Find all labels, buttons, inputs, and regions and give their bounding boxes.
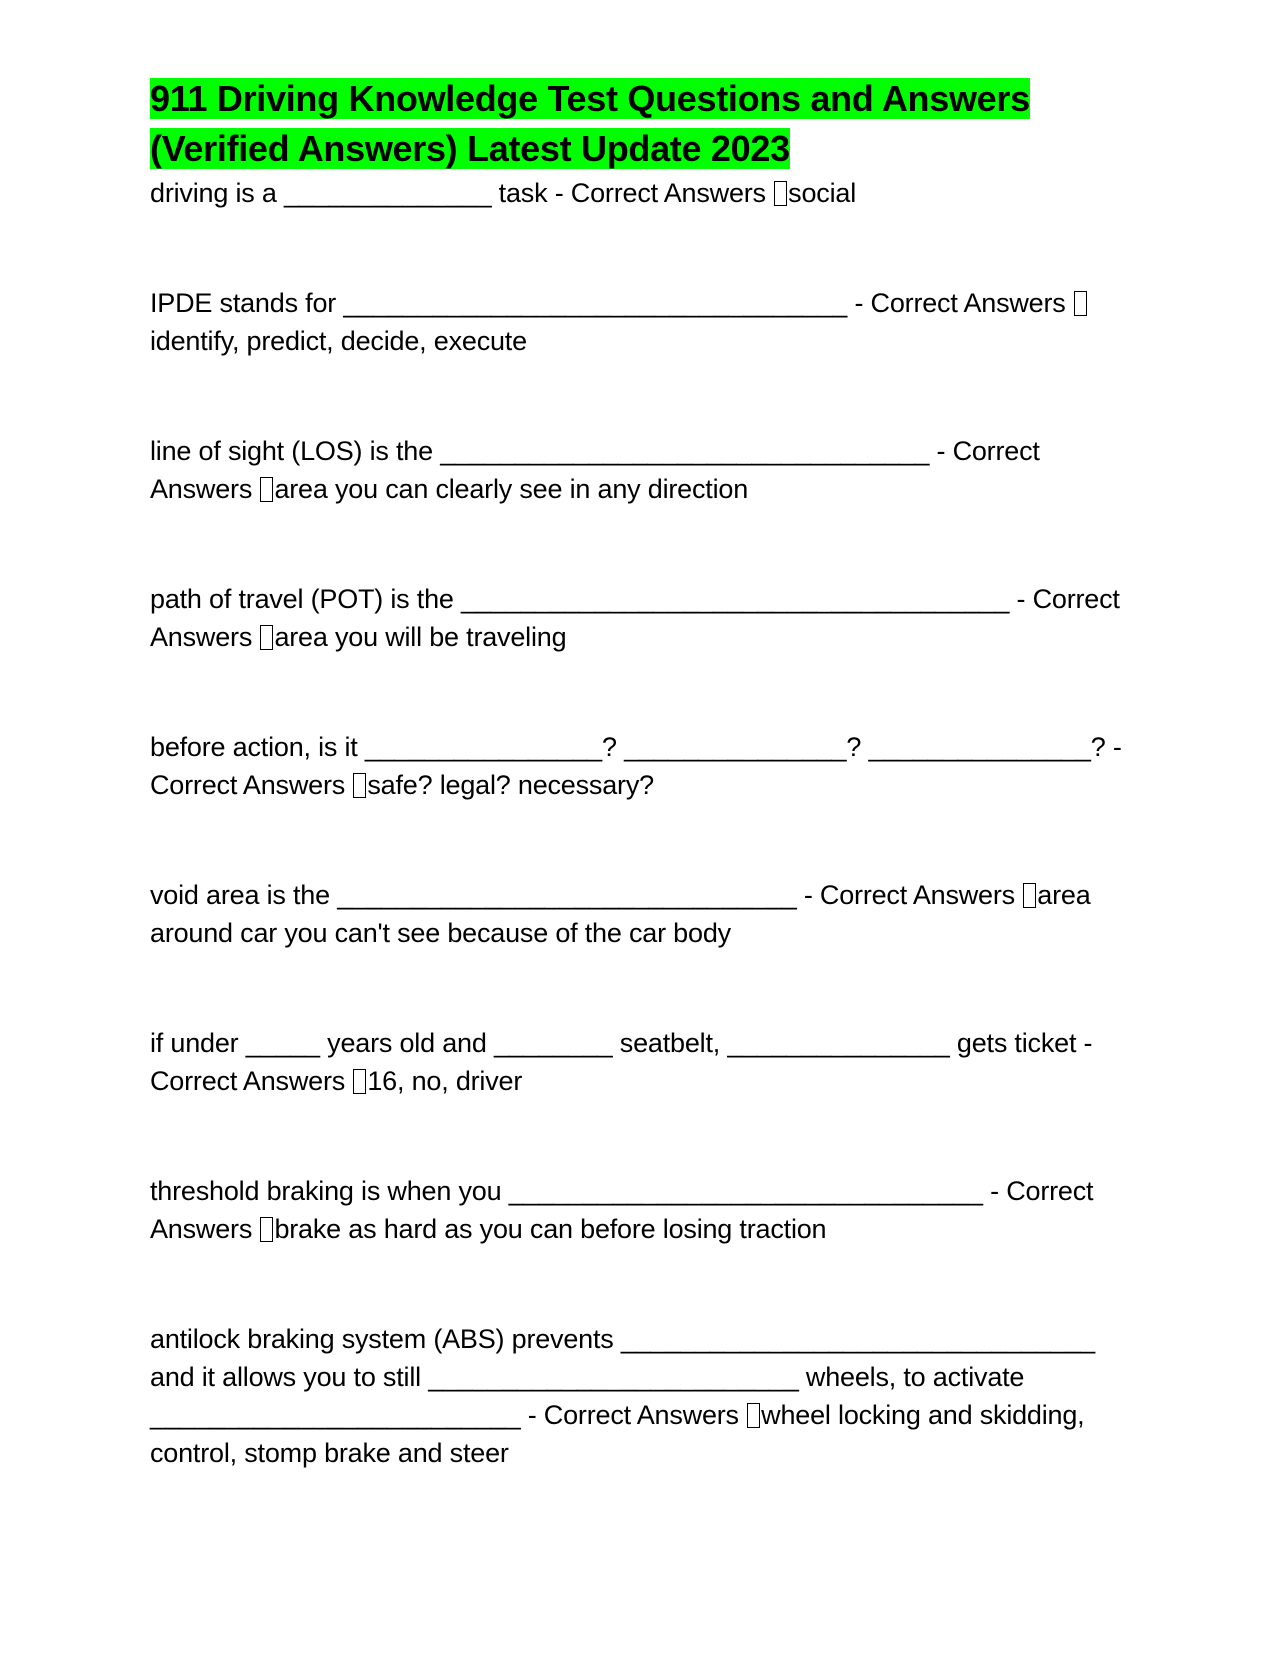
question-text: path of travel (POT) is the _____________________________________ <box>150 584 1010 614</box>
qa-item <box>150 432 1140 508</box>
document-title <box>150 74 1140 174</box>
missing-glyph-icon <box>1023 883 1036 908</box>
qa-item <box>150 728 1140 804</box>
qa-list <box>150 174 1140 1472</box>
missing-glyph-icon <box>260 477 273 502</box>
title-line-2: (Verified Answers) Latest Update 2023 <box>150 128 790 169</box>
qa-item <box>150 1024 1140 1100</box>
document-page <box>150 74 1140 1472</box>
answer-separator: - Correct Answers <box>796 880 1023 910</box>
question-text: line of sight (LOS) is the _________________________________ <box>150 436 930 466</box>
answer-text: safe? legal? necessary? <box>367 770 654 800</box>
answer-text: area you can clearly see in any direction <box>274 474 749 504</box>
question-text: antilock braking system (ABS) prevents ________________________________ and it allows you to still _________________________ wheels, to activate _________________________ <box>150 1324 1095 1430</box>
answer-separator: - Correct Answers <box>847 288 1073 318</box>
answer-separator: - Correct Answers <box>150 1028 1093 1096</box>
qa-item <box>150 580 1140 656</box>
missing-glyph-icon <box>260 1217 273 1242</box>
answer-text: 16, no, driver <box>367 1066 523 1096</box>
answer-text: social <box>788 178 857 208</box>
question-text: before action, is it ________________? _______________? _______________? <box>150 732 1106 762</box>
answer-separator: - Correct Answers <box>547 178 774 208</box>
question-text: IPDE stands for __________________________________ <box>150 288 848 318</box>
question-text: void area is the _______________________________ <box>150 880 797 910</box>
answer-separator: - Correct Answers <box>520 1400 747 1430</box>
missing-glyph-icon <box>774 181 787 206</box>
missing-glyph-icon <box>353 773 366 798</box>
answer-text: wheel locking and skidding, control, stomp brake and steer <box>150 1400 1085 1468</box>
missing-glyph-icon <box>353 1069 366 1094</box>
title-line-1: 911 Driving Knowledge Test Questions and Answers <box>150 78 1030 119</box>
qa-item <box>150 284 1140 360</box>
answer-separator: - Correct Answers <box>150 436 1040 504</box>
answer-text: brake as hard as you can before losing traction <box>274 1214 827 1244</box>
answer-text: area you will be traveling <box>274 622 567 652</box>
answer-text: identify, predict, decide, execute <box>150 326 527 356</box>
answer-separator: - Correct Answers <box>150 732 1122 800</box>
missing-glyph-icon <box>1074 291 1087 316</box>
question-text: if under _____ years old and ________ seatbelt, _______________ gets ticket <box>150 1028 1077 1058</box>
missing-glyph-icon <box>260 625 273 650</box>
question-text: threshold braking is when you ________________________________ <box>150 1176 983 1206</box>
qa-item <box>150 876 1140 952</box>
qa-item <box>150 1172 1140 1248</box>
question-text: driving is a ______________ task <box>150 178 548 208</box>
answer-text: area around car you can't see because of the car body <box>150 880 1091 948</box>
answer-separator: - Correct Answers <box>150 584 1120 652</box>
missing-glyph-icon <box>747 1403 760 1428</box>
answer-separator: - Correct Answers <box>150 1176 1094 1244</box>
qa-item <box>150 174 1140 212</box>
qa-item <box>150 1320 1140 1472</box>
